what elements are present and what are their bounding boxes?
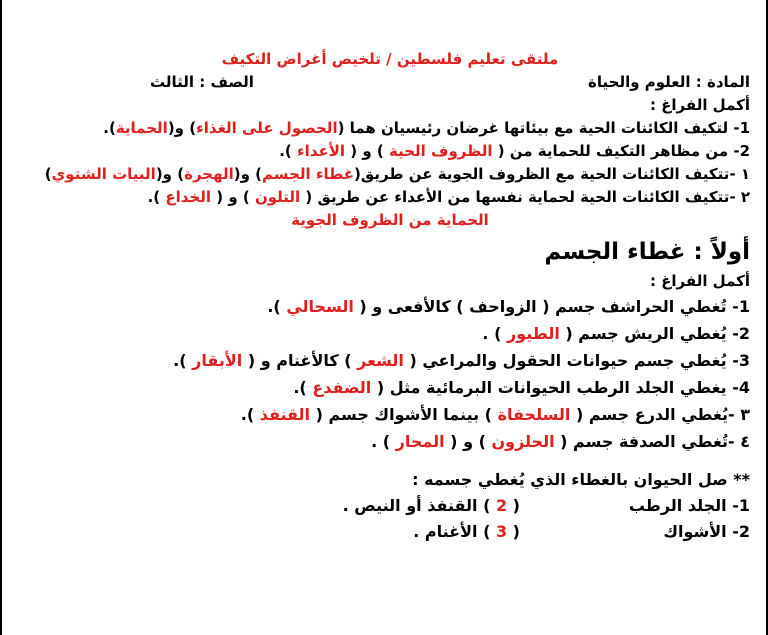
answer: غطاء الجسم [262,165,355,183]
section2-question-2: 2- يُغطي الريش جسم ( الطيور ) . [482,324,750,343]
section2-question-5: ٣ -يُغطي الدرع جسم ( السلحفاة ) بينما الأشواك جسم ( القنفذ ). [240,405,750,424]
matching-number: 2 [495,496,508,515]
section2-question-3: 3- يُغطي جسم حيوانات الحقول والمراعي ( الشعر ) كالأغنام و ( الأبقار ). [173,351,750,370]
answer: الطيور [506,324,560,343]
document [30,48,750,545]
section2-question-6: ٤ -تُغطي الصدفة جسم ( الحلزون ) و ( المحار ) . [371,432,750,451]
page-border-left [0,0,2,635]
answer: الحصول على الغذاء [196,119,338,137]
answer: المحار [395,432,445,451]
subject-grade-row [30,71,750,94]
answer: الحلزون [491,432,555,451]
instruction-fill-blanks-2: أكمل الفراغ : [649,272,750,290]
answer: البيات الشتوي [51,165,156,183]
section2-question-4: 4- يغطي الجلد الرطب الحيوانات البرمائية مثل ( الضفدع ). [293,378,750,397]
page-title: ملتقى تعليم فلسطين / تلخيص أغراض التكيف [221,50,559,68]
instruction-fill-blanks: أكمل الفراغ : [649,96,750,114]
section1-question-4: ٢ -تتكيف الكائنات الحية لحماية نفسها من الأعداء عن طريق ( التلون ) و ( الخداع ). [147,188,750,206]
section1-question-3: ١ -تتكيف الكائنات الحية مع الظروف الجوية عن طريق(غطاء الجسم) و(الهجرة) و(البيات الشتوي) [44,165,750,183]
matching-number: 3 [495,522,508,541]
answer: الخداع [165,188,212,206]
answer: القنفذ [259,405,311,424]
matching-answer: ( 2 ) القنفذ أو النيص . [342,496,520,515]
answer: الأبقار [192,351,243,370]
answer: الضفدع [312,378,372,397]
matching-instruction: ** صل الحيوان بالغطاء الذي يُغطي جسمه : [412,470,750,489]
answer: السلحفاة [497,405,571,424]
matching-answer: ( 3 ) الأغنام . [413,522,520,541]
matching-row [30,493,750,519]
answer: الحماية [115,119,168,137]
answer: الشعر [357,351,404,370]
answer: الظروف الحية [389,142,493,160]
answer: التلون [254,188,301,206]
section1-question-1: 1- لتكيف الكائنات الحية مع بيئاتها غرضان رئيسيان هما (الحصول على الغذاء) و(الحماية). [103,119,750,137]
answer: السحالي [286,297,354,316]
section2-question-1: 1- تُغطي الحراشف جسم ( الزواحف ) كالأفعى و ( السحالي ). [267,297,750,316]
matching-item: 2- الأشواك [663,522,750,541]
section1-question-2: 2- من مظاهر التكيف للحماية من ( الظروف الحية ) و ( الأعداء ). [279,142,750,160]
section-heading: أولاً : غطاء الجسم [544,239,750,265]
answer: الهجرة [184,165,234,183]
subject-label: المادة : العلوم والحياة [588,73,750,91]
section-subtitle: الحماية من الظروف الجوية [291,211,489,229]
grade-label: الصف : الثالث [150,73,254,91]
matching-item: 1- الجلد الرطب [628,496,750,515]
matching-row [30,519,750,545]
answer: الأعداء [297,142,346,160]
spacer [30,455,750,467]
